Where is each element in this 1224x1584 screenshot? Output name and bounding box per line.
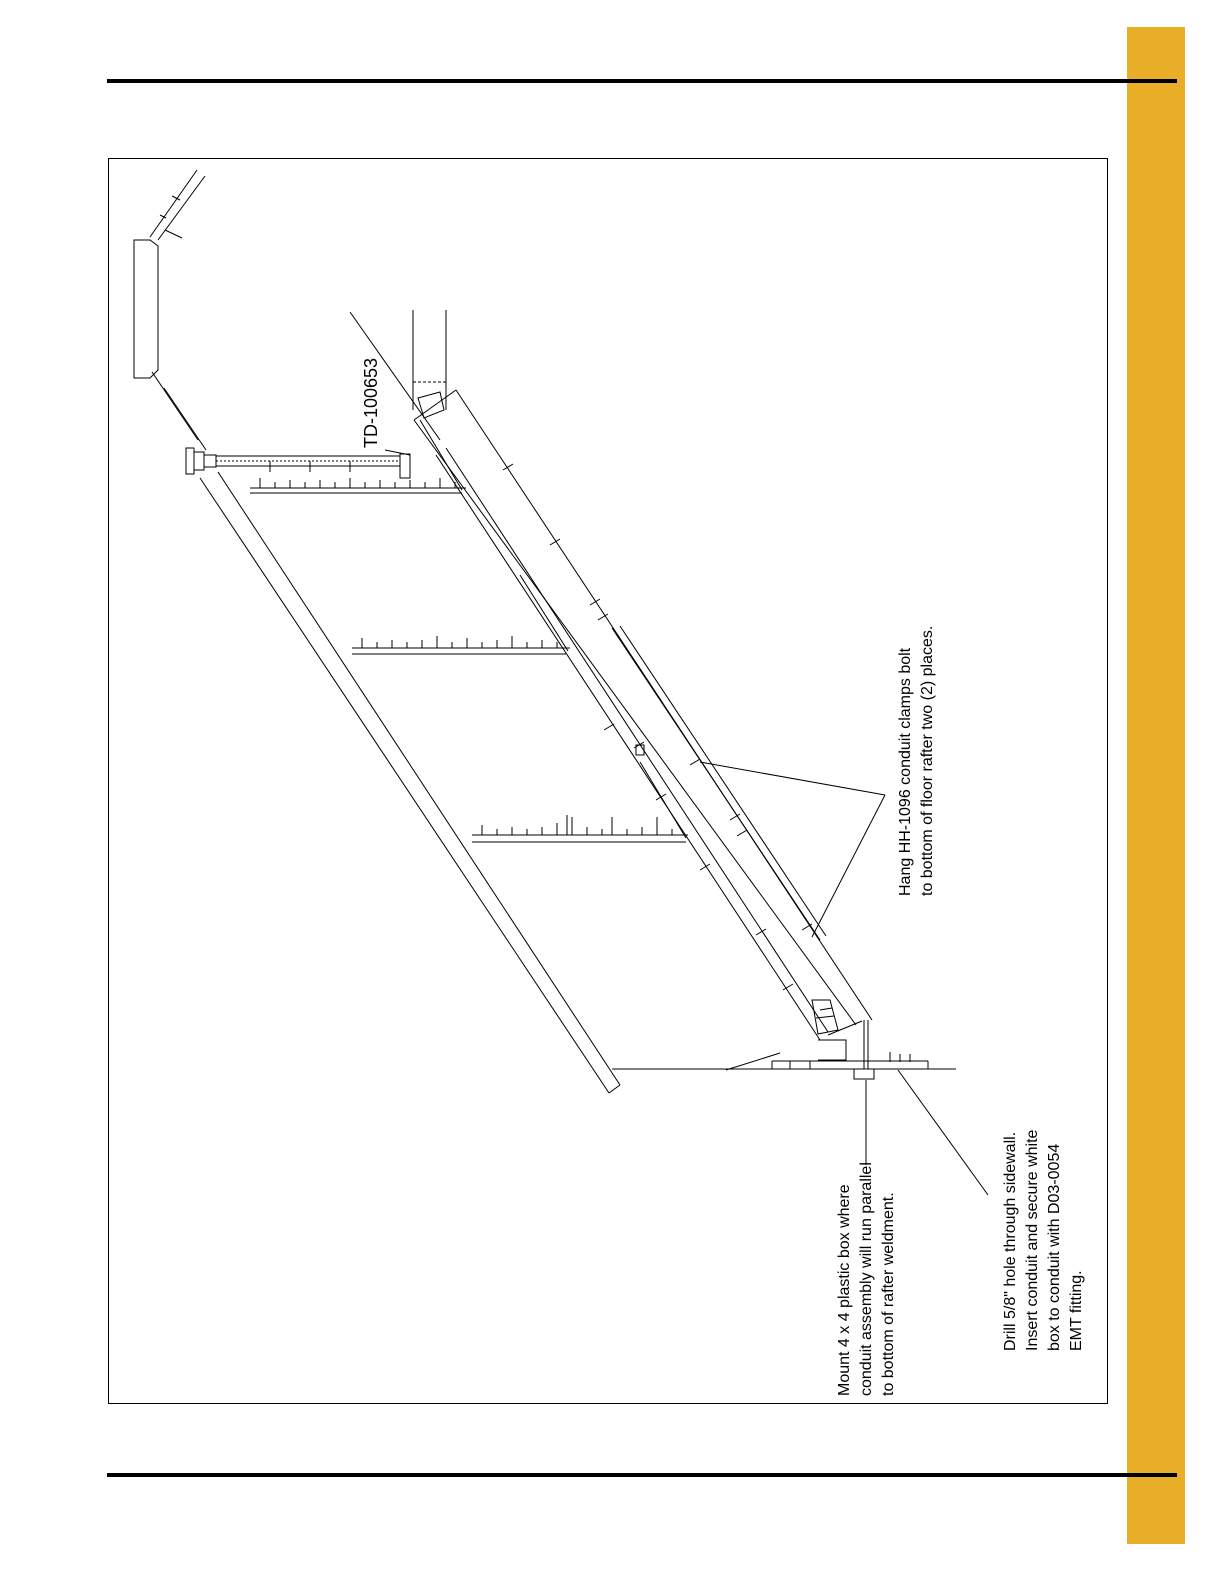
- box-note-line-1: Mount 4 x 4 plastic box where: [836, 1184, 853, 1396]
- clamp-note-line-2: to bottom of floor rafter two (2) places.: [919, 625, 936, 896]
- box-note-line-3: to bottom of rafter weldment.: [880, 1192, 897, 1396]
- drill-note-line-2: Insert conduit and secure white: [1024, 1129, 1041, 1351]
- box-note-line-2: conduit assembly will run parallel: [858, 1162, 875, 1396]
- floor-rafter: [350, 312, 872, 1040]
- drill-note: [1000, 1130, 1088, 1351]
- roof-peak-fragment: [134, 170, 206, 450]
- drill-note-line-3: box to conduit with D03-0054: [1046, 1143, 1063, 1351]
- upper-column: [413, 310, 446, 418]
- roof-rafter: [200, 472, 620, 1093]
- box-note: [834, 1162, 900, 1396]
- vent-stack: [186, 448, 410, 478]
- drill-note-line-1: Drill 5/8" hole through sidewall.: [1002, 1131, 1019, 1351]
- sidewall-base: [612, 1000, 956, 1079]
- clamp-note-line-1: Hang HH-1096 conduit clamps bolt: [897, 647, 914, 896]
- drill-note-line-4: EMT fitting.: [1068, 1270, 1085, 1351]
- clamp-note: [895, 626, 939, 896]
- part-label: [360, 358, 382, 448]
- part-number-text: TD-100653: [361, 357, 381, 448]
- rafter-ticks: [503, 464, 812, 990]
